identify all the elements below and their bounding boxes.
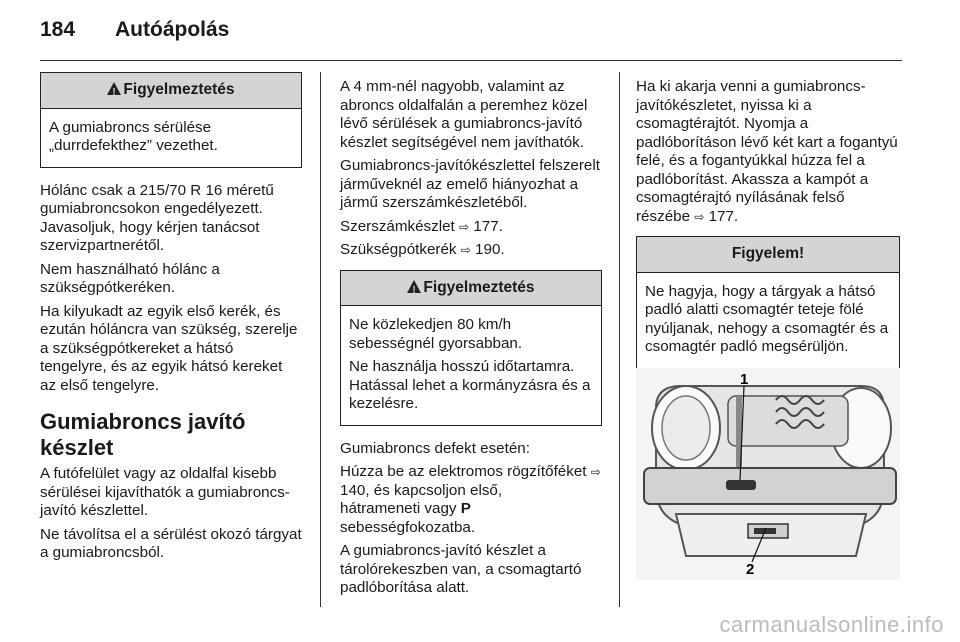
caution-box-title: Figyelem! bbox=[637, 237, 899, 273]
reference-arrow-icon: ⇨ bbox=[459, 219, 470, 234]
warning-box-title: !Figyelmeztetés bbox=[41, 73, 301, 109]
paragraph: Gumiabroncs defekt esetén: bbox=[340, 439, 530, 457]
reference-arrow-icon: ⇨ bbox=[460, 243, 471, 257]
reference-arrow-icon: ⇨ bbox=[694, 209, 705, 224]
warning-triangle-icon bbox=[107, 82, 121, 95]
paragraph: Ha ki akarja venni a gumiabroncs-javítókészletet, nyissa ki a csomagtérajtót. Nyomja a padlóborításon lévő két kart a fogantyú felé, és a fogantyúkkal húzza fel a padlóborítást. Akassza a kampót a csomagtérajtó nyílásának felső részébe ⇨ 177. bbox=[636, 78, 898, 225]
caution-box bbox=[636, 236, 900, 369]
column-1 bbox=[40, 72, 302, 568]
column-2 bbox=[340, 78, 602, 603]
warning-text: Ne használja hosszú időtartamra. Hatással lehet a kormányzásra és a kezelésre. bbox=[349, 358, 591, 412]
figure-label-2: 2 bbox=[746, 561, 755, 578]
paragraph: Gumiabroncs-javítókészlettel felszerelt járműveknél az emelő hiányozhat a jármű szerszámkészletéből. bbox=[340, 157, 600, 211]
paragraph: A gumiabroncs-javító készlet a tárolórekeszben van, a csomagtartó padlóborítása alatt. bbox=[340, 542, 582, 596]
cross-reference[interactable]: Szükségpótkerék ⇨ 190. bbox=[340, 241, 505, 258]
paragraph: Húzza be az elektromos rögzítőféket ⇨ 140, és kapcsoljon első, hátrameneti vagy P sebességfokozatba. bbox=[340, 463, 601, 536]
connector-1 bbox=[726, 480, 756, 490]
compressor-base bbox=[644, 468, 896, 504]
warning-text: A gumiabroncs sérülése „durrdefekthez” vezethet. bbox=[49, 118, 218, 154]
paragraph: A futófelület vagy az oldalfal kisebb sérülései kijavíthatók a gumiabroncs-javító készlettel. bbox=[40, 465, 290, 519]
paragraph: Nem használható hólánc a szükségpótkeréken. bbox=[40, 260, 220, 296]
paragraph: Ne távolítsa el a sérülést okozó tárgyat a gumiabroncsból. bbox=[40, 525, 302, 561]
gear-p-label: P bbox=[460, 500, 471, 517]
paragraph: A 4 mm-nél nagyobb, valamint az abroncs oldalfalán a peremhez közel lévő sérülések a gumiabroncs-javító készlet segítségével nem javíthatók. bbox=[340, 78, 588, 151]
figure-label-1: 1 bbox=[740, 371, 749, 388]
column-divider-2 bbox=[619, 72, 620, 607]
warning-text: Ne közlekedjen 80 km/h sebességnél gyorsabban. bbox=[349, 316, 523, 352]
warning-triangle-icon bbox=[407, 280, 421, 293]
cross-reference[interactable]: Szerszámkészlet ⇨ 177. bbox=[340, 217, 503, 235]
caution-text: Ne hagyja, hogy a tárgyak a hátsó padló alatti csomagtér teteje fölé nyúljanak, nehogy a csomagtér és a csomagtér padló megsérüljön. bbox=[645, 282, 889, 355]
column-divider-1 bbox=[320, 72, 321, 607]
warning-box bbox=[40, 72, 302, 168]
header-rule bbox=[40, 60, 902, 61]
chapter-title: Autóápolás bbox=[115, 18, 230, 41]
paragraph: Hólánc csak a 215/70 R 16 méretű gumiabroncsokon engedélyezett. Javasoljuk, hogy kérjen tanácsot szervizpartnerétől. bbox=[40, 181, 274, 254]
column-3 bbox=[636, 78, 900, 383]
reference-arrow-icon: ⇨ bbox=[590, 465, 601, 479]
section-heading: Gumiabroncs javító készlet bbox=[40, 409, 246, 460]
warning-box-title: !Figyelmeztetés bbox=[341, 271, 601, 307]
page-number: 184 bbox=[40, 18, 76, 41]
repair-kit-figure bbox=[636, 368, 900, 580]
watermark: carmanualsonline.info bbox=[719, 612, 944, 637]
page-header bbox=[40, 18, 229, 42]
compressor-top bbox=[728, 396, 848, 446]
paragraph: Ha kilyukadt az egyik első kerék, és ezután hóláncra van szükség, szerelje a szükségpótkereket a hátsó tengelyre, és az egyik hátsó kereket az első tengelyre. bbox=[40, 302, 298, 394]
warning-box bbox=[340, 270, 602, 426]
